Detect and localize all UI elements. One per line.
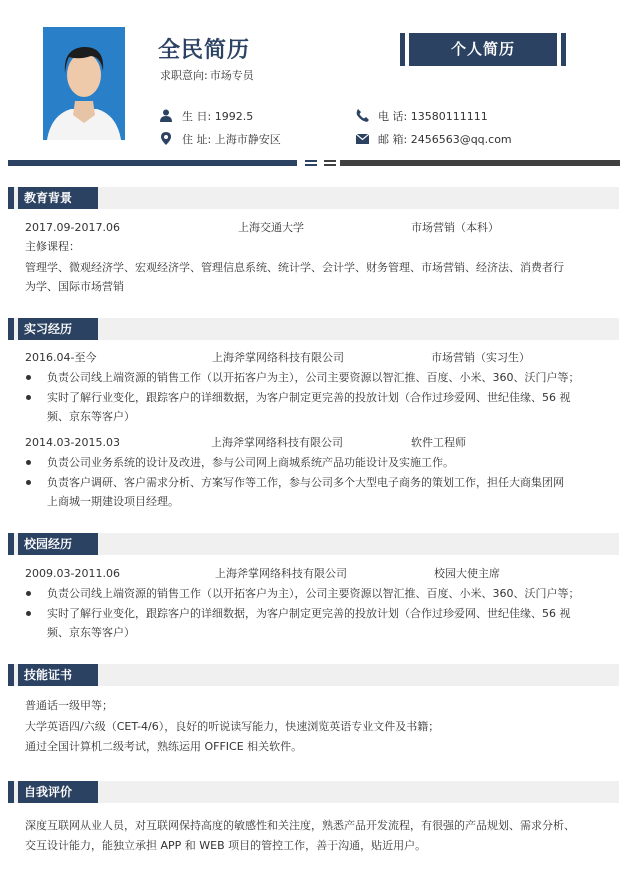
job-bullet: 实时了解行业变化，跟踪客户的详细数据，为客户制定更完善的投放计划（合作过珍爱网、世纪佳缘、56 视 [47, 391, 571, 404]
birth-info [160, 108, 253, 125]
job-bullet: 负责公司线上端资源的销售工作（以开拓客户为主），公司主要资源以智汇推、百度、小米、360、沃门户等； [47, 371, 580, 384]
birth-value: 1992.5 [214, 110, 254, 123]
tag-label: 个人简历 [409, 33, 557, 66]
campus-bullet: 频、京东等客户） [47, 626, 135, 639]
job-intent [158, 67, 254, 83]
email-label: 邮 箱: [378, 133, 408, 146]
resume-name: 全民简历 [158, 38, 251, 63]
section-title: 校园经历 [18, 533, 98, 555]
section-accent [8, 781, 14, 803]
resume-tag [400, 33, 566, 66]
address-label: 住 址: [182, 133, 212, 146]
divider-mark [324, 160, 336, 162]
phone-info [356, 108, 488, 125]
section-title: 自我评价 [18, 781, 98, 803]
campus-bullet: 实时了解行业变化，跟踪客户的详细数据，为客户制定更完善的投放计划（合作过珍爱网、世纪佳缘、56 视 [47, 607, 571, 620]
campus-role: 校园大使主席 [434, 567, 500, 580]
job-role: 软件工程师 [411, 436, 466, 449]
header-divider [8, 160, 620, 166]
bullet-dot [26, 480, 31, 485]
section-accent [8, 318, 14, 340]
skill-line: 大学英语四/六级（CET-4/6），良好的听说读写能力，快速浏览英语专业文件及书籍； [25, 720, 440, 733]
email-info [356, 131, 512, 147]
address-value: 上海市静安区 [214, 133, 281, 146]
job-bullet: 上商城一期建设项目经理。 [47, 495, 179, 508]
section-header-campus [8, 533, 619, 555]
job-role: 市场营销（实习生） [431, 351, 530, 364]
job-date: 2014.03-2015.03 [25, 436, 120, 449]
avatar-photo-graphic [43, 27, 125, 140]
tag-left-bar [400, 33, 405, 66]
skill-line: 普通话一级甲等； [25, 699, 113, 712]
birth-label: 生 日: [182, 110, 212, 123]
divider-mark [305, 160, 317, 162]
bullet-dot [26, 460, 31, 465]
self-line: 深度互联网从业人员，对互联网保持高度的敏感性和关注度，熟悉产品开发流程，有很强的产品规划、需求分析、 [25, 819, 575, 832]
section-accent [8, 664, 14, 686]
divider-mark [305, 164, 317, 166]
divider-gray-segment [340, 160, 620, 166]
campus-company: 上海斧掌网络科技有限公司 [215, 567, 347, 580]
edu-courses: 管理学、微观经济学、宏观经济学、管理信息系统、统计学、会计学、财务管理、市场营销、经济法、消费者行 [25, 261, 564, 274]
self-line: 交互设计能力，能独立承担 APP 和 WEB 项目的管控工作，善于沟通，贴近用户。 [25, 839, 427, 852]
phone-value: 13580111111 [410, 110, 488, 123]
edu-school: 上海交通大学 [238, 221, 304, 234]
section-header-internship [8, 318, 619, 340]
section-header-education [8, 187, 619, 209]
tag-right-bar [561, 33, 566, 66]
bullet-dot [26, 375, 31, 380]
section-header-self [8, 781, 619, 803]
address-info [160, 131, 281, 148]
phone-icon [356, 109, 370, 125]
email-icon [356, 134, 370, 147]
email-value: 2456563@qq.com [410, 133, 512, 146]
section-title: 技能证书 [18, 664, 98, 686]
divider-mark [324, 164, 336, 166]
person-icon [160, 109, 174, 125]
divider-dark-segment [8, 160, 297, 166]
job-bullet: 负责客户调研、客户需求分析、方案写作等工作，参与公司多个大型电子商务的策划工作，担任大商集团网 [47, 476, 564, 489]
edu-date: 2017.09-2017.06 [25, 221, 120, 234]
edu-major: 市场营销（本科） [411, 221, 499, 234]
job-bullet: 负责公司业务系统的设计及改进，参与公司网上商城系统产品功能设计及实施工作。 [47, 456, 454, 469]
edu-courses-label: 主修课程： [25, 240, 80, 253]
section-title: 教育背景 [18, 187, 98, 209]
section-header-skills [8, 664, 619, 686]
job-intent-value: 市场专员 [209, 69, 254, 82]
job-intent-label: 求职意向: [160, 69, 208, 82]
profile-photo [43, 27, 125, 140]
job-company: 上海斧掌网络科技有限公司 [212, 351, 344, 364]
job-company: 上海斧掌网络科技有限公司 [211, 436, 343, 449]
section-accent [8, 533, 14, 555]
phone-label: 电 话: [378, 110, 408, 123]
section-accent [8, 187, 14, 209]
bullet-dot [26, 395, 31, 400]
bullet-dot [26, 591, 31, 596]
location-icon [160, 132, 174, 148]
edu-courses: 为学、国际市场营销 [25, 280, 124, 293]
campus-bullet: 负责公司线上端资源的销售工作（以开拓客户为主），公司主要资源以智汇推、百度、小米、360、沃门户等； [47, 587, 580, 600]
skill-line: 通过全国计算机二级考试，熟练运用 OFFICE 相关软件。 [25, 740, 303, 753]
campus-date: 2009.03-2011.06 [25, 567, 120, 580]
job-date: 2016.04-至今 [25, 351, 97, 364]
bullet-dot [26, 611, 31, 616]
section-title: 实习经历 [18, 318, 98, 340]
job-bullet: 频、京东等客户） [47, 410, 135, 423]
